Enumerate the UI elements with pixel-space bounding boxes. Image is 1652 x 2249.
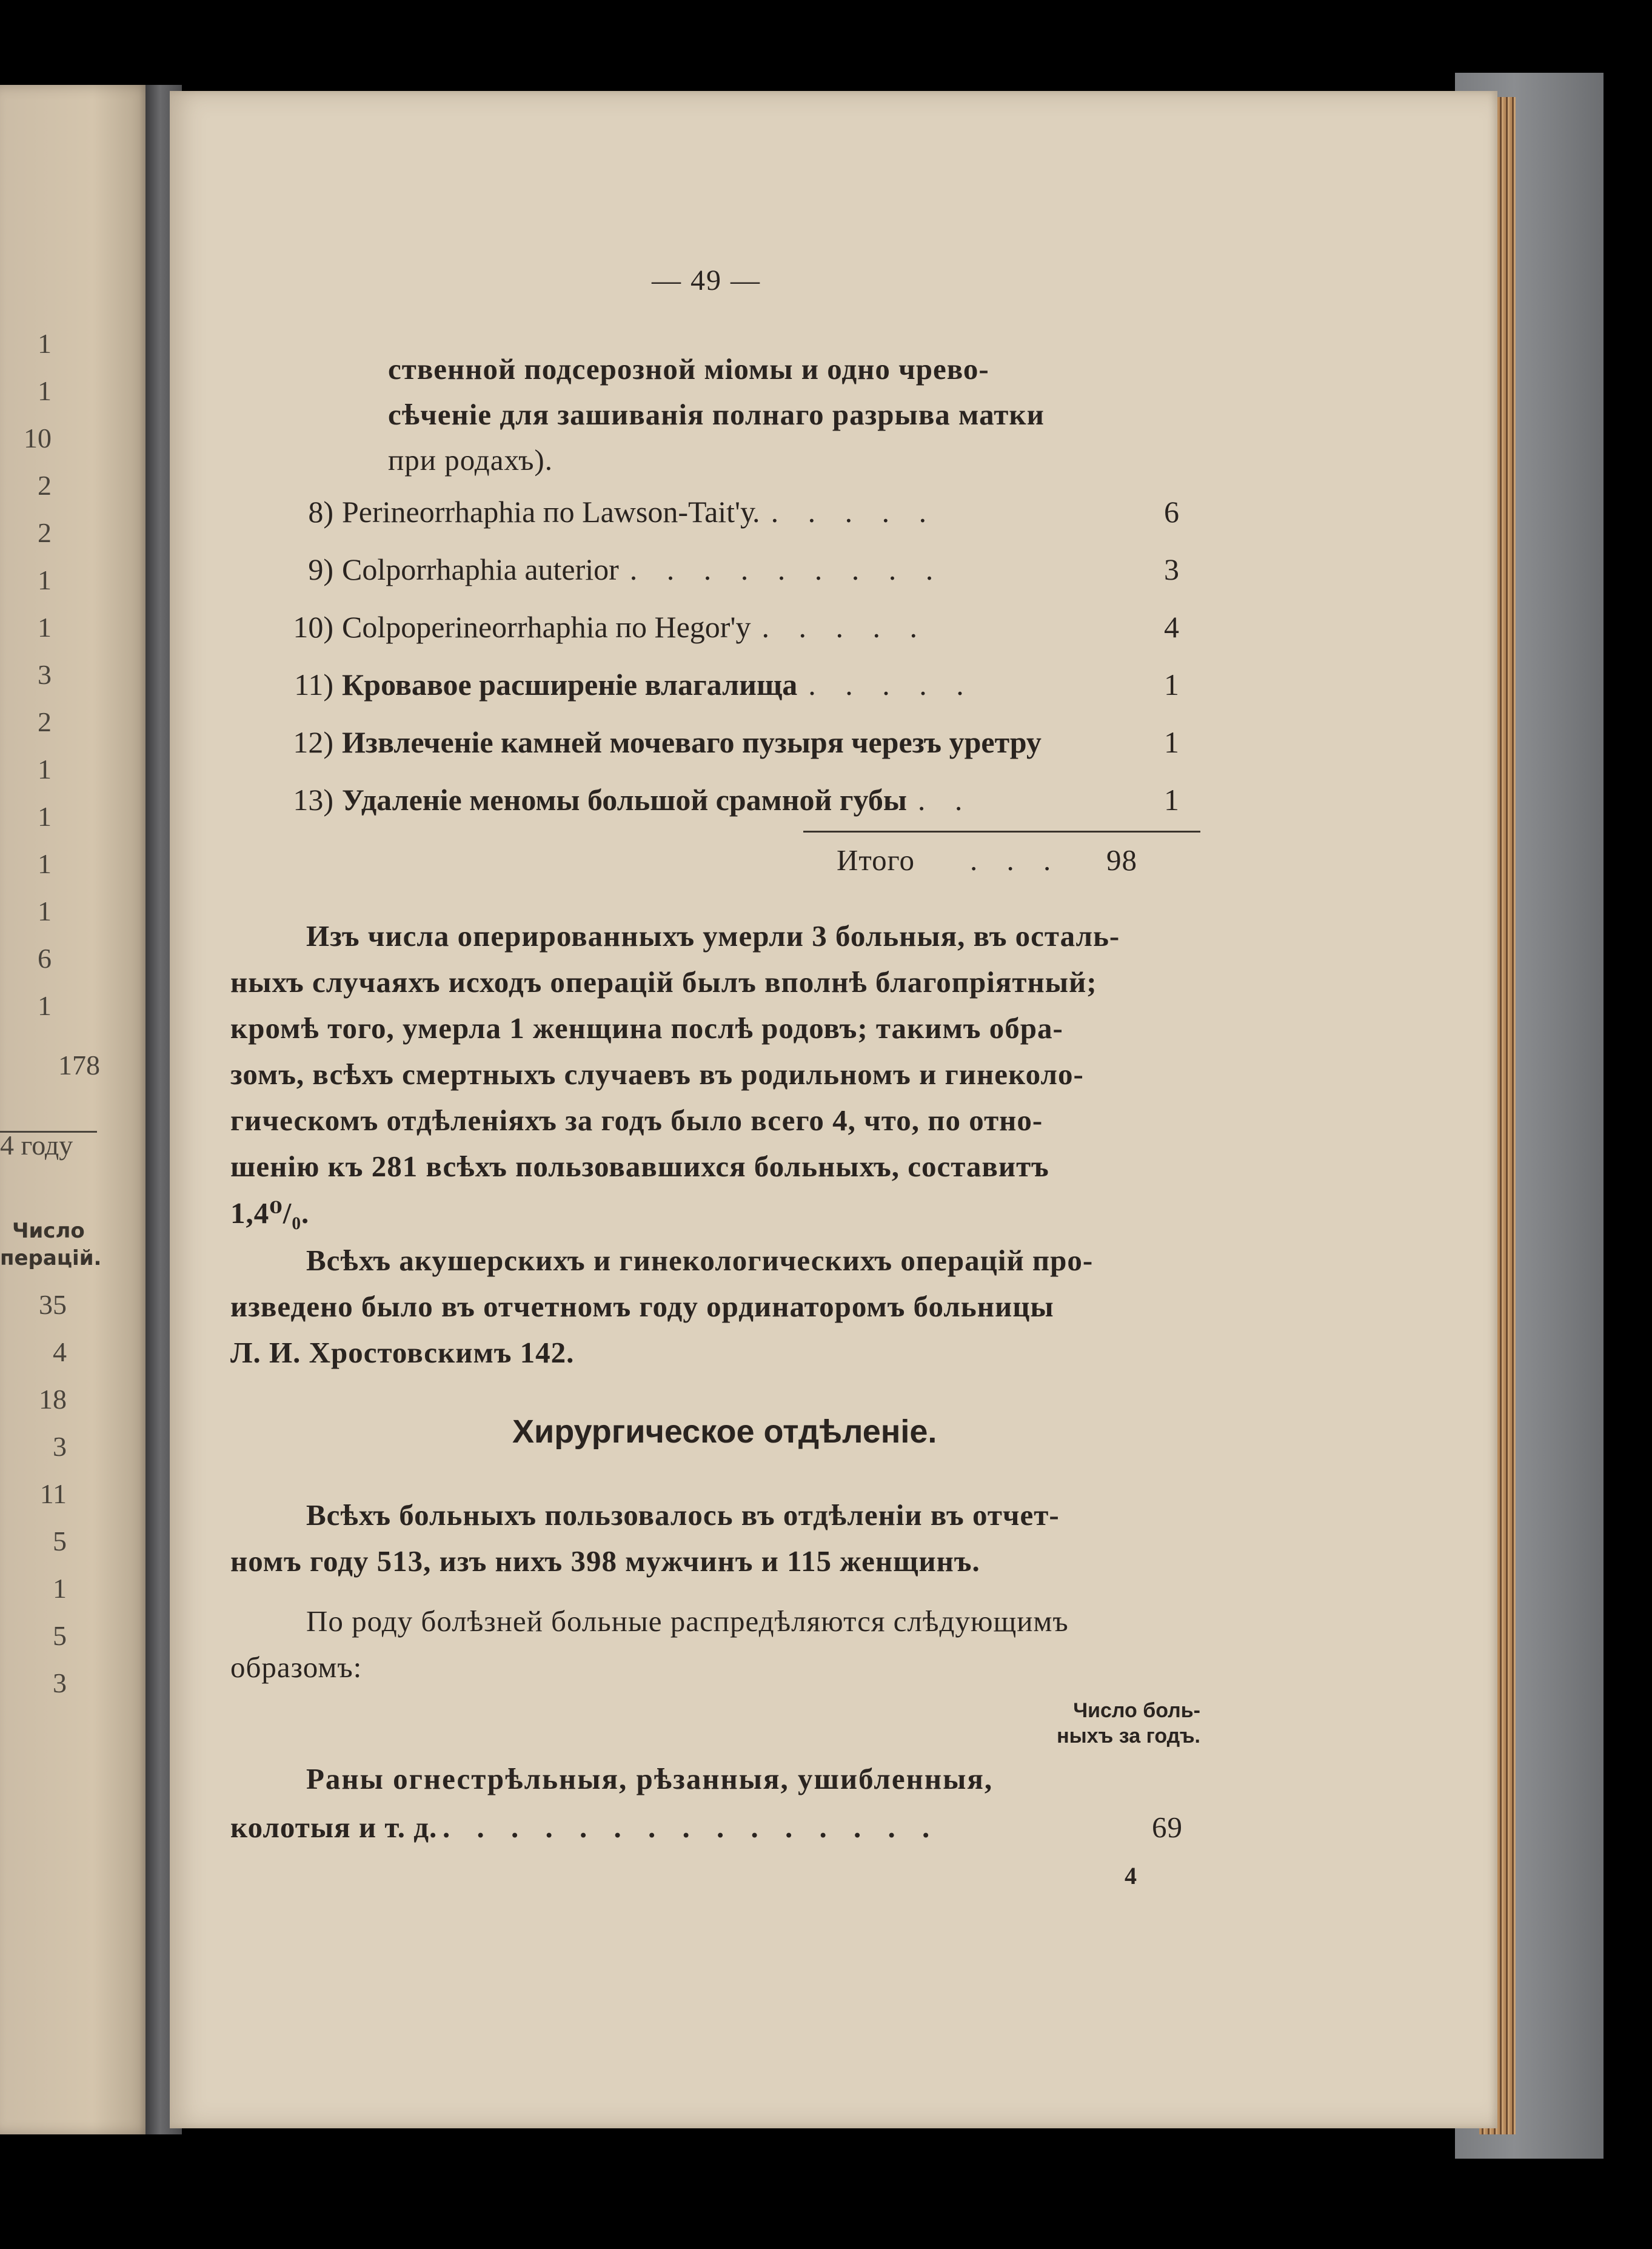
previous-page-number: 10	[24, 423, 52, 454]
operation-label: Perineorrhaphia по Lawson-Tait'у.	[342, 495, 760, 529]
entry-wounds-line-2: колотыя и т. д.	[230, 1811, 438, 1844]
operation-dots: . . . . .	[808, 668, 975, 702]
text-line: кромѣ того, умерла 1 женщина послѣ родовъ; такимъ обра-	[230, 1011, 1063, 1045]
previous-page-number: 2	[38, 706, 52, 737]
operation-label: Извлеченіе камней мочеваго пузыря черезъ уретру	[342, 725, 1042, 759]
text-line: образомъ:	[230, 1651, 363, 1684]
entry-wounds-value: 69	[1152, 1811, 1183, 1844]
previous-page-number: 1	[38, 375, 52, 406]
operation-label: Удаленіе меномы большой срамной губы	[342, 783, 907, 817]
previous-page-number: 3	[38, 659, 52, 690]
text-line: По роду болѣзней больные распредѣляются слѣдующимъ	[306, 1604, 1069, 1638]
column-header-line-1: Число боль-	[1073, 1699, 1200, 1722]
operation-dots: . . . . .	[761, 610, 928, 644]
previous-page-number: 1	[38, 754, 52, 785]
previous-page-number: 11	[39, 1478, 67, 1509]
previous-page-number: 1	[38, 896, 52, 927]
text-line: Всѣхъ акушерскихъ и гинекологическихъ операцій про-	[306, 1244, 1094, 1277]
previous-page-number: 5	[53, 1526, 67, 1557]
operation-number: 8)	[308, 495, 333, 529]
text-line: изведено было въ отчетномъ году ординаторомъ больницы	[230, 1290, 1054, 1323]
operation-count: 1	[1164, 783, 1179, 817]
previous-page-col-head-1: Число	[12, 1219, 85, 1243]
operation-dots: . . . . .	[771, 495, 938, 529]
column-header	[958, 1698, 1200, 1749]
operation-count: 1	[1164, 668, 1179, 702]
operation-dots: . . . . . . . . .	[629, 552, 945, 586]
operation-row	[230, 494, 1179, 529]
entry-wounds-line-1: Раны огнестрѣльныя, рѣзанныя, ушибленныя,	[306, 1762, 994, 1795]
continuation-line-1: ственной подсерозной міомы и одно чрево-	[388, 352, 989, 386]
text-line: номъ году 513, изъ нихъ 398 мужчинъ и 115 женщинъ.	[230, 1544, 980, 1578]
operation-count: 4	[1164, 610, 1179, 644]
total-value: 98	[1106, 843, 1137, 877]
text-line: шенію къ 281 всѣхъ пользовавшихся больныхъ, составитъ	[230, 1150, 1049, 1183]
page	[170, 91, 1497, 2128]
previous-page-year-fragment: 4 году	[0, 1130, 73, 1161]
previous-page-col-head-2: перацій.	[0, 1246, 102, 1270]
operation-label: Colpoperineorrhaphia по Hegor'у	[342, 610, 751, 644]
previous-page-number: 18	[39, 1384, 67, 1415]
operation-label: Colporrhaphia auterior	[342, 552, 619, 586]
operation-row	[230, 782, 1179, 817]
operation-number: 10)	[293, 610, 333, 644]
previous-page-total: 178	[58, 1050, 100, 1081]
previous-page-number: 3	[53, 1667, 67, 1698]
previous-page-number: 6	[38, 943, 52, 974]
text-line: Всѣхъ больныхъ пользовалось въ отдѣленіи въ отчет-	[306, 1498, 1060, 1532]
operation-row	[230, 609, 1179, 645]
operation-number: 11)	[294, 668, 333, 702]
text-line: Изъ числа оперированныхъ умерли 3 больныя, въ осталь-	[306, 919, 1120, 953]
operation-number: 12)	[293, 725, 333, 759]
previous-page-number: 1	[38, 990, 52, 1021]
text-line: гическомъ отдѣленіяхъ за годъ было всего 4, что, по отно-	[230, 1104, 1043, 1137]
signature-mark: 4	[1125, 1862, 1137, 1889]
operation-label: Кровавое расширеніе влагалища	[342, 668, 798, 702]
operation-dots: . .	[917, 783, 974, 817]
operation-count: 6	[1164, 495, 1179, 529]
operation-row	[230, 725, 1179, 760]
text-line: Л. И. Хростовскимъ 142.	[230, 1336, 575, 1369]
section-heading: Хирургическое отдѣленіе.	[512, 1413, 937, 1450]
continuation-line-2: сѣченіе для зашиванія полнаго разрыва матки	[388, 398, 1045, 431]
previous-page-number: 1	[38, 565, 52, 595]
previous-page-number: 3	[53, 1431, 67, 1462]
page-number: — 49 —	[652, 264, 761, 297]
previous-page-number: 1	[38, 612, 52, 643]
operation-number: 13)	[293, 783, 333, 817]
operation-count: 3	[1164, 552, 1179, 586]
previous-page-number: 4	[53, 1336, 67, 1367]
operation-row	[230, 552, 1179, 587]
text-line: зомъ, всѣхъ смертныхъ случаевъ въ родильномъ и гинеколо-	[230, 1057, 1084, 1091]
previous-page-number: 2	[38, 470, 52, 501]
operation-number: 9)	[308, 552, 333, 586]
previous-page-number: 1	[38, 328, 52, 359]
previous-page-number: 1	[53, 1573, 67, 1604]
previous-page-number: 1	[38, 848, 52, 879]
column-header-line-2: ныхъ за годъ.	[1057, 1724, 1200, 1748]
continuation-line-3: при родахъ).	[388, 443, 553, 477]
previous-page-number: 5	[53, 1620, 67, 1651]
entry-wounds-dots: . . . . . . . . . . . . . . .	[443, 1811, 940, 1844]
operation-row	[230, 667, 1179, 702]
total-label: Итого	[837, 843, 915, 877]
operation-count: 1	[1164, 725, 1179, 759]
previous-page-number: 2	[38, 517, 52, 548]
previous-page-number: 35	[39, 1289, 67, 1320]
total-rule	[803, 831, 1200, 833]
text-line: 1,4⁰/₀.	[230, 1196, 310, 1230]
previous-page-number: 1	[38, 801, 52, 832]
previous-page-fragment	[0, 85, 155, 2134]
text-line: ныхъ случаяхъ исходъ операцій былъ вполнѣ благопріятный;	[230, 965, 1097, 999]
total-dots: . . .	[970, 843, 1062, 877]
